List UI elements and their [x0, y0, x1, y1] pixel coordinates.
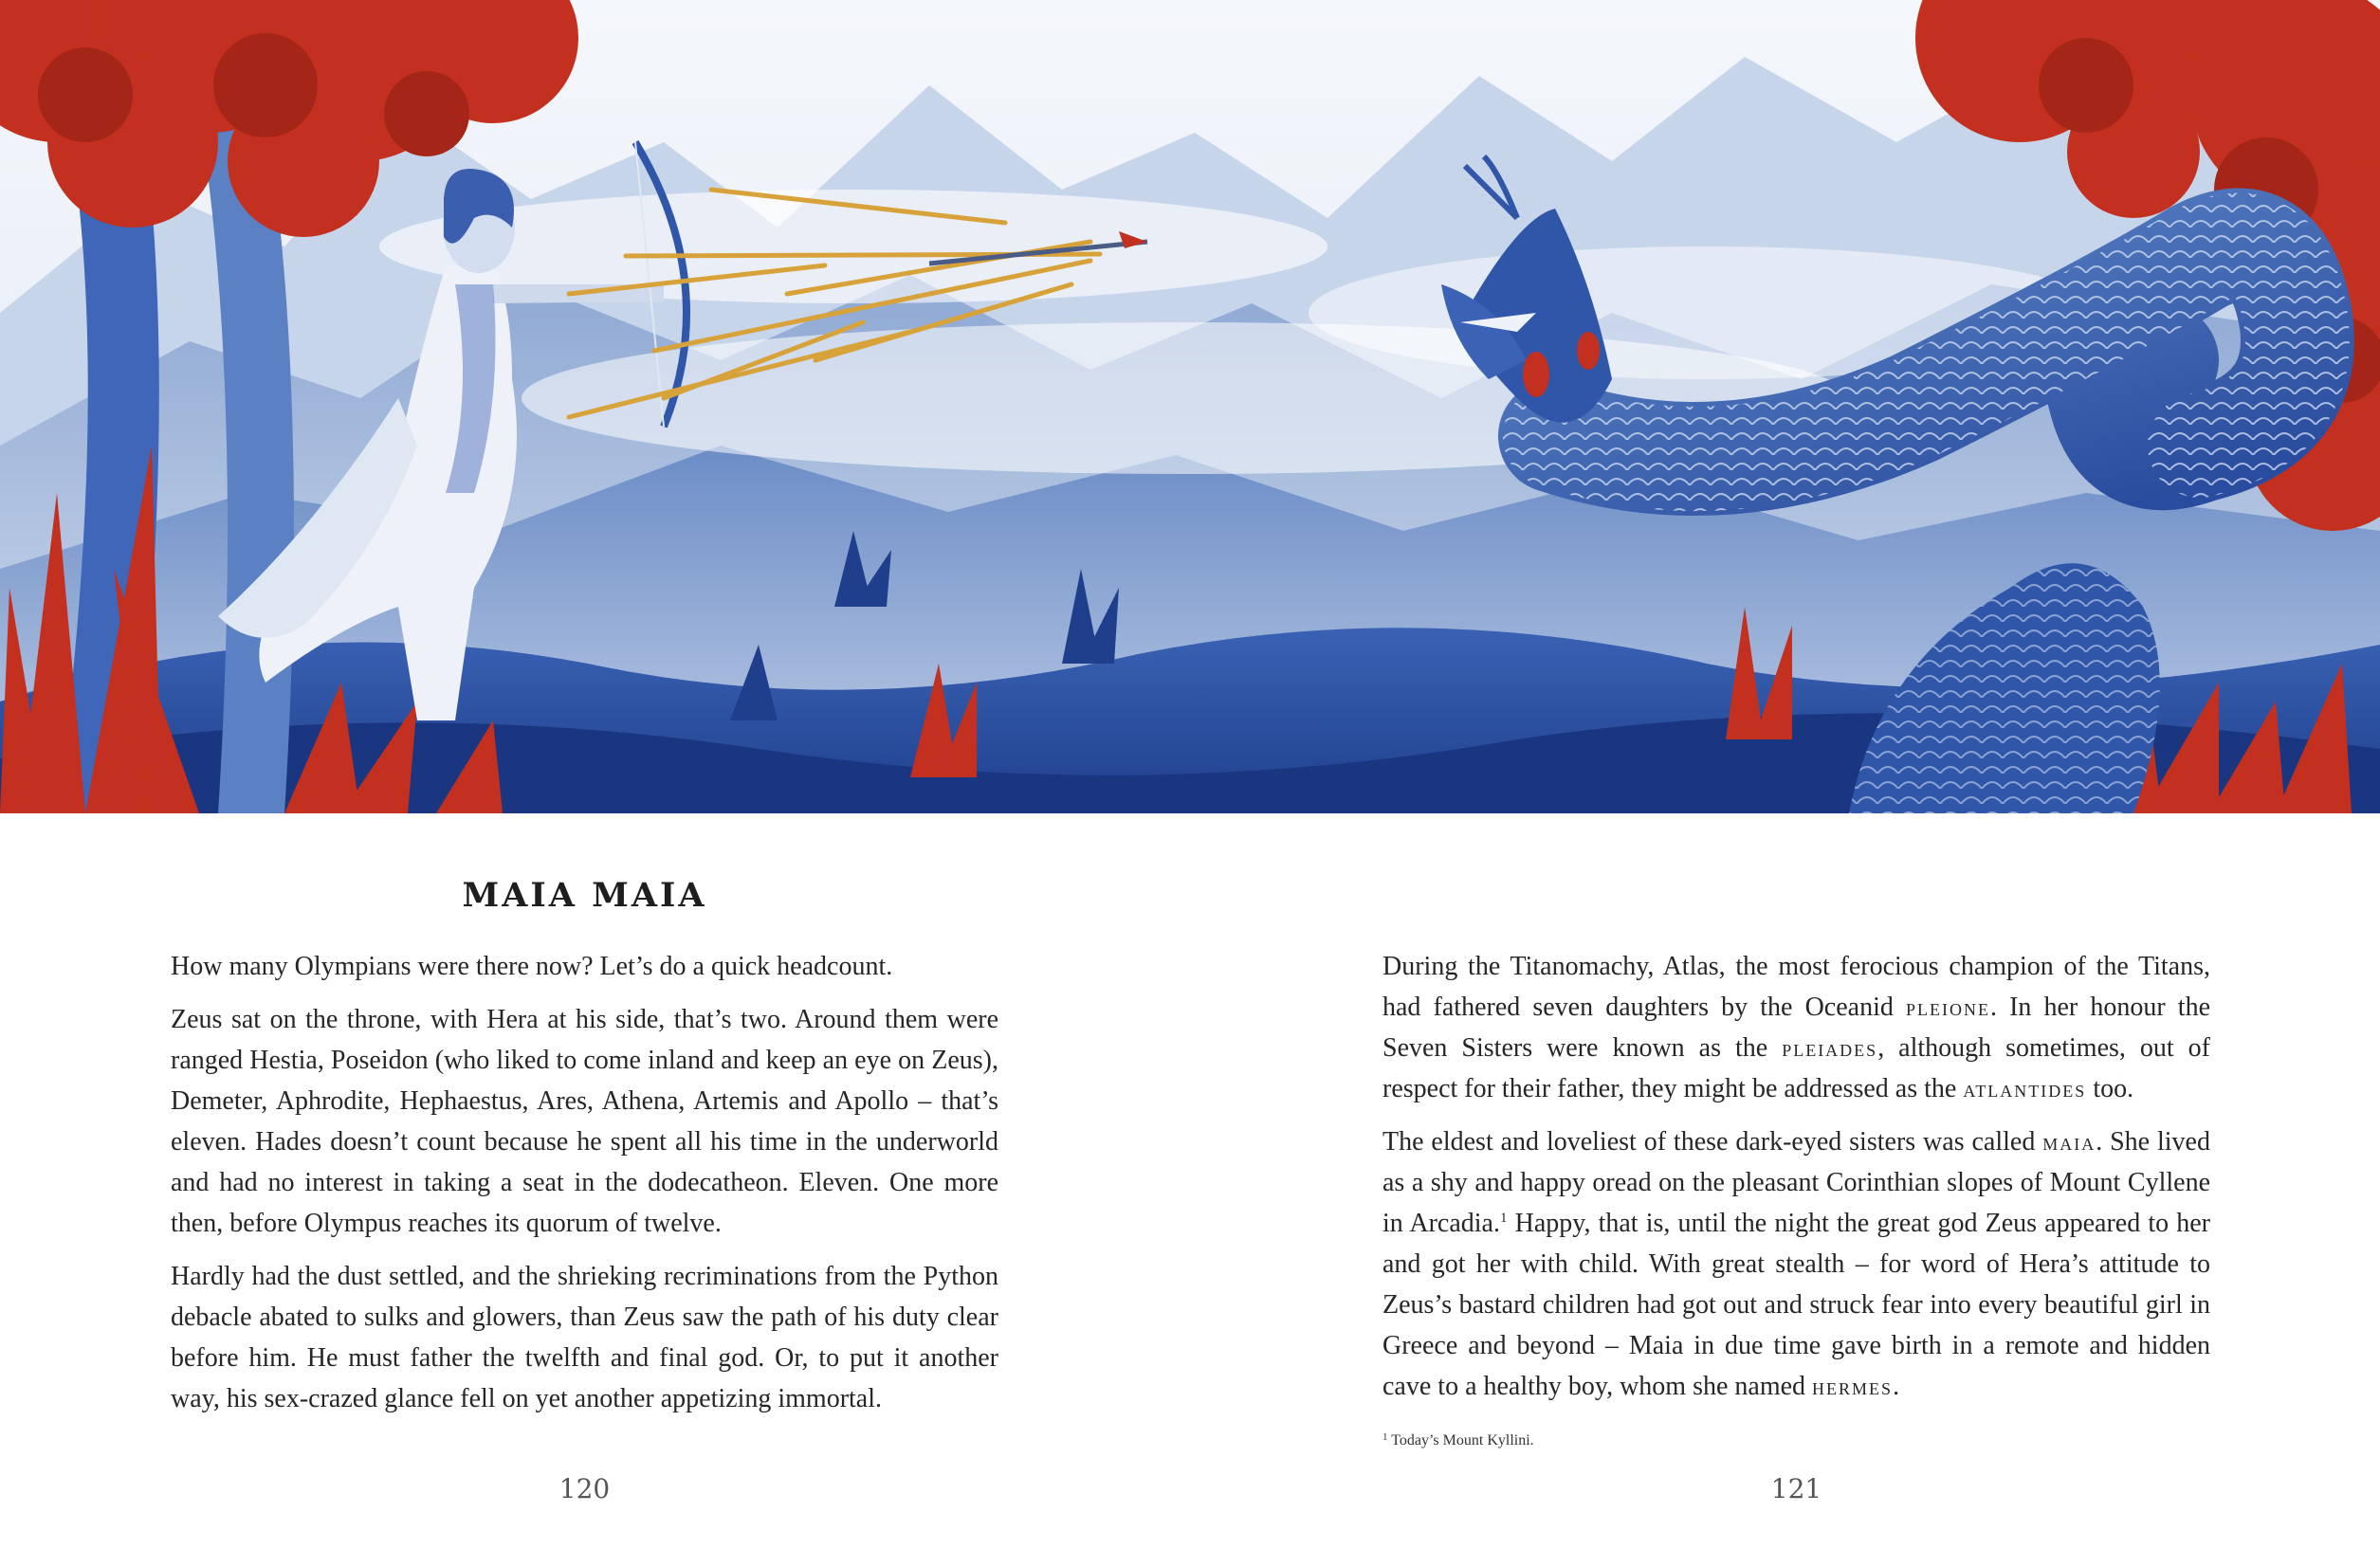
small-caps-name: pleione: [1905, 993, 1990, 1021]
left-page: [171, 813, 998, 1549]
right-page-body: [1382, 946, 2210, 1419]
small-caps-name: hermes: [1812, 1373, 1894, 1400]
chapter-title: MAIA MAIA: [462, 876, 707, 915]
paragraph: The eldest and loveliest of these dark-eyed sisters was called maia. She lived as a shy and happy oread on the pleasant Corinthian slopes of Mount Cyllene in Arcadia.$^1$ Happy, that is, until the night the great god Zeus appeared to her and got her with child. With great stealth – for word of Hera’s attitude to Zeus’s bastard children had got out and struck fear into every beautiful girl in Greece and beyond – Maia in due time gave birth in a remote and hidden cave to a healthy boy, whom she named hermes.: [1382, 1127, 2210, 1401]
left-page-body: [171, 946, 998, 1431]
paragraph: Hardly had the dust settled, and the shrieking recriminations from the Python debacle abated to sulks and glowers, than Zeus saw the path of his duty clear before him. He must father the twelfth and final god. Or, to put it another way, his sex-crazed glance fell on yet another appetizing immortal.: [171, 1262, 998, 1413]
footnote-reference[interactable]: 1: [1499, 1211, 1508, 1226]
right-page: [1382, 813, 2210, 1549]
page-number: 121: [1770, 1473, 1822, 1504]
paragraph: During the Titanomachy, Atlas, the most ferocious champion of the Titans, had fathered seven daughters by the Oceanid pleione. In her honour the Seven Sisters were known as the pleiades, although sometimes, out of respect for their father, they might be addressed as the atlantides too.: [1382, 952, 2210, 1103]
footnote: [1382, 1431, 2210, 1449]
footnote-text: Today’s Mount Kyllini.: [1387, 1432, 1534, 1449]
footnote-mark: 1: [1382, 1431, 1388, 1443]
paragraph: How many Olympians were there now? Let’s do a quick headcount.: [171, 952, 893, 981]
small-caps-name: maia: [2042, 1128, 2096, 1156]
small-caps-name: atlantides: [1963, 1075, 2087, 1103]
paragraph: Zeus sat on the throne, with Hera at his side, that’s two. Around them were ranged Hestia, Poseidon (who liked to come inland and keep an eye on Zeus), Demeter, Aphrodite, Hephaestus, Ares, Athena, Artemis and Apollo – that’s eleven. Hades doesn’t count because he spent all his time in the underworld and had no interest in taking a seat in the dodecatheon. Eleven. One more then, before Olympus reaches its quorum of twelve.: [171, 1005, 998, 1238]
small-caps-name: pleiades: [1782, 1034, 1878, 1062]
page-number: 120: [558, 1473, 611, 1504]
